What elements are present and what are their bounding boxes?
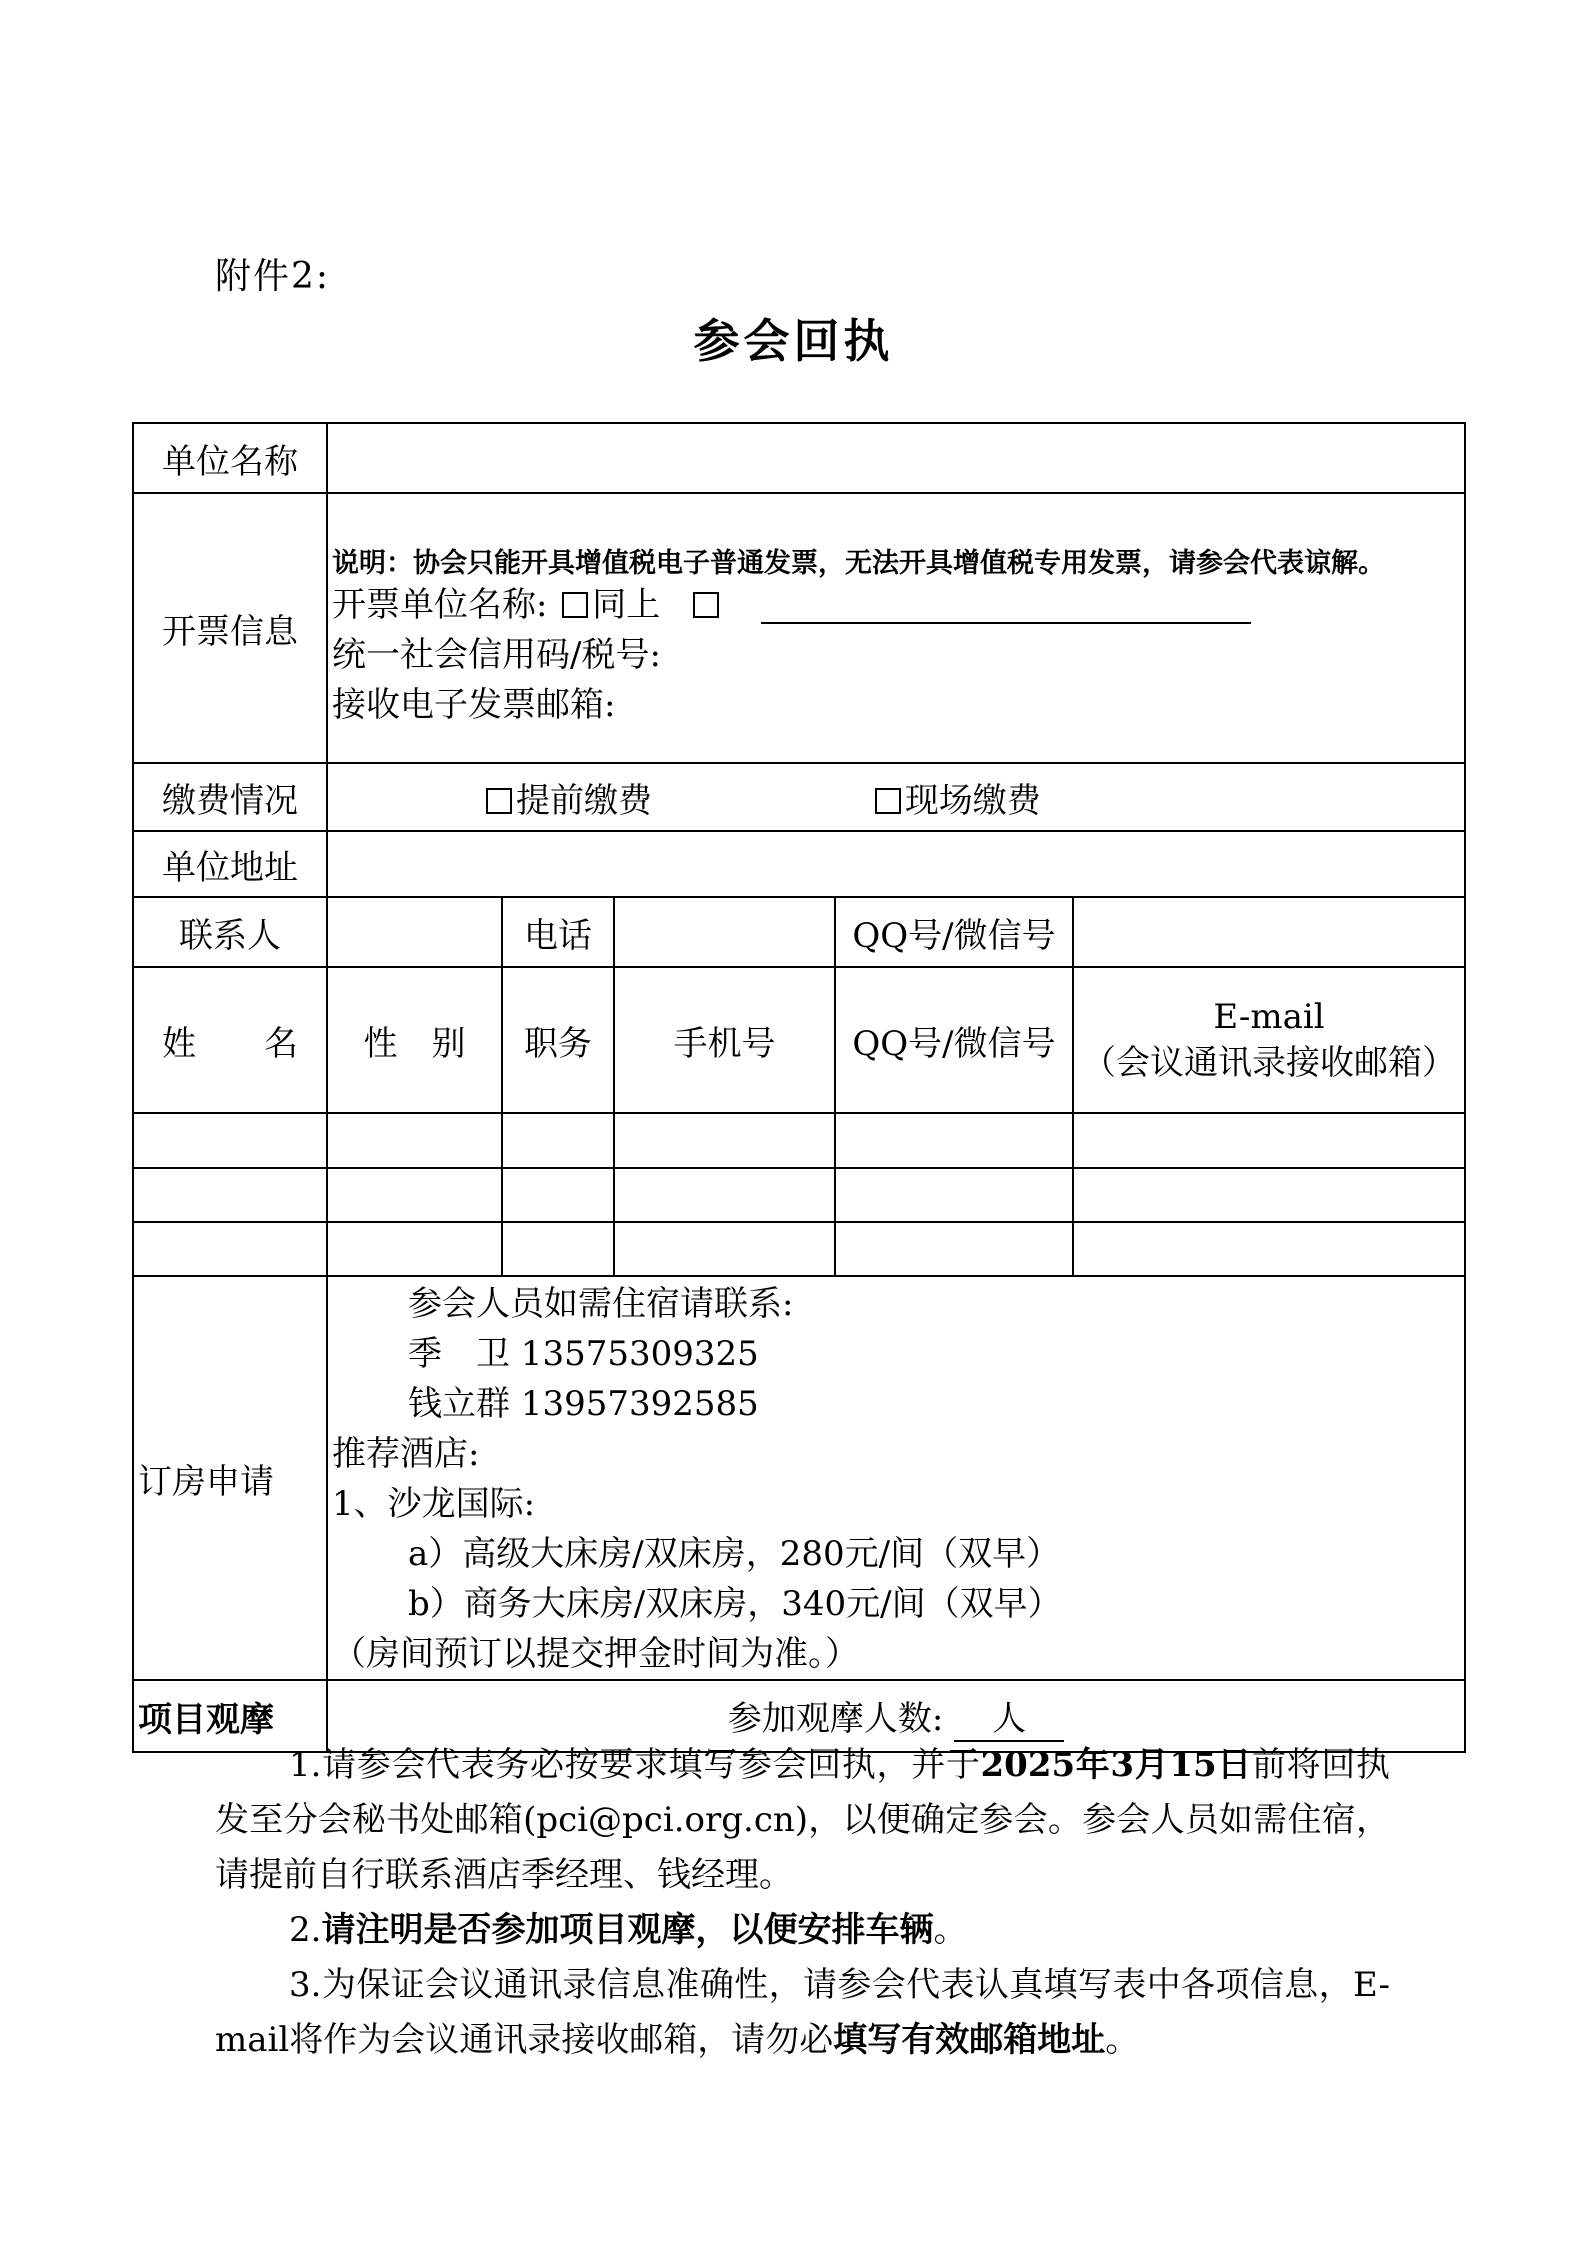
note-2-emphasis: 请注明是否参加项目观摩，以便安排车辆: [321, 1910, 934, 1950]
note-3-text-a: 3.为保证会议通讯录信息准确性，请参会代表认真填写表中各项信息，E-mail将作为会议通讯录接收邮箱，请勿必: [215, 1965, 1390, 2060]
invoice-unit-line: [332, 580, 1460, 630]
other-unit-checkbox[interactable]: [693, 592, 719, 618]
attachment-label: 附件2:: [215, 256, 331, 297]
attendee-email-field[interactable]: [1073, 1222, 1465, 1276]
note-1-text-a: 1.请参会代表务必按要求填写参会回执，并于: [289, 1745, 981, 1785]
pay-advance-label: 提前缴费: [516, 780, 652, 821]
note-3: [215, 1958, 1390, 2068]
contact-row: [133, 897, 1465, 967]
note-1-deadline: 2025年3月15日: [980, 1745, 1253, 1785]
payment-row: [133, 763, 1465, 831]
header-name: 姓 名: [133, 967, 327, 1113]
contact-qq-label: QQ号/微信号: [835, 897, 1073, 967]
invoice-label: 开票信息: [133, 493, 327, 763]
invoice-email-label: 接收电子发票邮箱:: [332, 684, 616, 725]
tour-count-field[interactable]: [954, 1691, 1064, 1742]
contact-phone-label: 电话: [502, 897, 614, 967]
booking-content: [327, 1276, 1465, 1680]
header-gender: 性 别: [327, 967, 502, 1113]
note-1: [215, 1738, 1390, 1903]
other-unit-blank[interactable]: [761, 590, 1251, 624]
pay-onsite-checkbox[interactable]: [875, 788, 901, 814]
unit-name-field[interactable]: [327, 423, 1465, 493]
address-label: 单位地址: [133, 831, 327, 897]
tax-id-label: 统一社会信用码/税号:: [332, 634, 661, 675]
page-title: 参会回执: [693, 314, 894, 368]
attendee-name-field[interactable]: [133, 1113, 327, 1168]
contact-label: 联系人: [133, 897, 327, 967]
invoice-cell: [327, 493, 1465, 763]
attendee-mobile-field[interactable]: [614, 1222, 835, 1276]
attendee-position-field[interactable]: [502, 1113, 614, 1168]
payment-label: 缴费情况: [133, 763, 327, 831]
room-option-b: b）商务大床房/双床房，340元/间（双早）: [408, 1584, 1062, 1624]
attendee-position-field[interactable]: [502, 1168, 614, 1222]
contact-qq-field[interactable]: [1073, 897, 1465, 967]
header-email-line2: （会议通讯录接收邮箱）: [1082, 1043, 1456, 1083]
invoice-row: [133, 493, 1465, 763]
booking-contact-intro: 参会人员如需住宿请联系:: [408, 1284, 794, 1324]
header-position: 职务: [502, 967, 614, 1113]
attendee-gender-field[interactable]: [327, 1168, 502, 1222]
invoice-unit-label: 开票单位名称:: [332, 584, 548, 625]
pay-advance-checkbox[interactable]: [486, 788, 512, 814]
header-qq: QQ号/微信号: [835, 967, 1073, 1113]
booking-row: [133, 1276, 1465, 1680]
same-as-above-label: 同上: [592, 584, 661, 625]
attendee-header-row: [133, 967, 1465, 1113]
same-as-above-checkbox[interactable]: [562, 592, 588, 618]
notes: [215, 1738, 1390, 2068]
header-email: [1073, 967, 1465, 1113]
tour-count-label: 参加观摩人数:: [727, 1698, 944, 1739]
registration-form: [132, 422, 1466, 1753]
note-3-end: 。: [1105, 2020, 1140, 2060]
pay-onsite-label: 现场缴费: [904, 780, 1041, 821]
attendee-name-field[interactable]: [133, 1168, 327, 1222]
note-2-number: 2.: [289, 1910, 322, 1950]
attendee-email-field[interactable]: [1073, 1168, 1465, 1222]
attendee-row: [133, 1222, 1465, 1276]
note-3-emphasis: 填写有效邮箱地址: [833, 2020, 1106, 2060]
attendee-mobile-field[interactable]: [614, 1168, 835, 1222]
booking-contact-1: 季 卫 13575309325: [408, 1334, 759, 1374]
attendee-row: [133, 1168, 1465, 1222]
tour-unit: 人: [992, 1698, 1027, 1739]
header-mobile: 手机号: [614, 967, 835, 1113]
room-option-a: a）高级大床房/双床房，280元/间（双早）: [408, 1534, 1061, 1574]
contact-phone-field[interactable]: [614, 897, 835, 967]
hotel-name: 1、沙龙国际:: [332, 1484, 536, 1524]
recommend-hotel-label: 推荐酒店:: [332, 1434, 480, 1474]
attendee-name-field[interactable]: [133, 1222, 327, 1276]
attendee-qq-field[interactable]: [835, 1113, 1073, 1168]
booking-contact-2: 钱立群 13957392585: [408, 1384, 759, 1424]
attendee-row: [133, 1113, 1465, 1168]
unit-name-row: [133, 423, 1465, 493]
booking-remark: （房间预订以提交押金时间为准。）: [332, 1634, 859, 1674]
attendee-qq-field[interactable]: [835, 1222, 1073, 1276]
unit-name-label: 单位名称: [133, 423, 327, 493]
header-email-line1: E-mail: [1213, 997, 1325, 1037]
attendee-gender-field[interactable]: [327, 1222, 502, 1276]
payment-options: [327, 763, 1465, 831]
attendee-gender-field[interactable]: [327, 1113, 502, 1168]
attendee-position-field[interactable]: [502, 1222, 614, 1276]
address-field[interactable]: [327, 831, 1465, 897]
address-row: [133, 831, 1465, 897]
pay-onsite-option: [871, 773, 1041, 822]
tour-label: 项目观摩: [133, 1680, 327, 1752]
attendee-email-field[interactable]: [1073, 1113, 1465, 1168]
note-2-end: 。: [933, 1910, 968, 1950]
invoice-note: 说明：协会只能开具增值税电子普通发票，无法开具增值税专用发票，请参会代表谅解。: [332, 547, 1385, 579]
contact-name-field[interactable]: [327, 897, 502, 967]
note-1-text-b: 前将回执发至分会秘书处邮箱(pci@pci.org.cn)，以便确定参会。参会人员如需住宿，请提前自行联系酒店季经理、钱经理。: [215, 1745, 1390, 1895]
attendee-mobile-field[interactable]: [614, 1113, 835, 1168]
attendee-qq-field[interactable]: [835, 1168, 1073, 1222]
note-2: [215, 1903, 1390, 1958]
booking-label: 订房申请: [133, 1276, 327, 1680]
pay-advance-option: [482, 773, 652, 822]
